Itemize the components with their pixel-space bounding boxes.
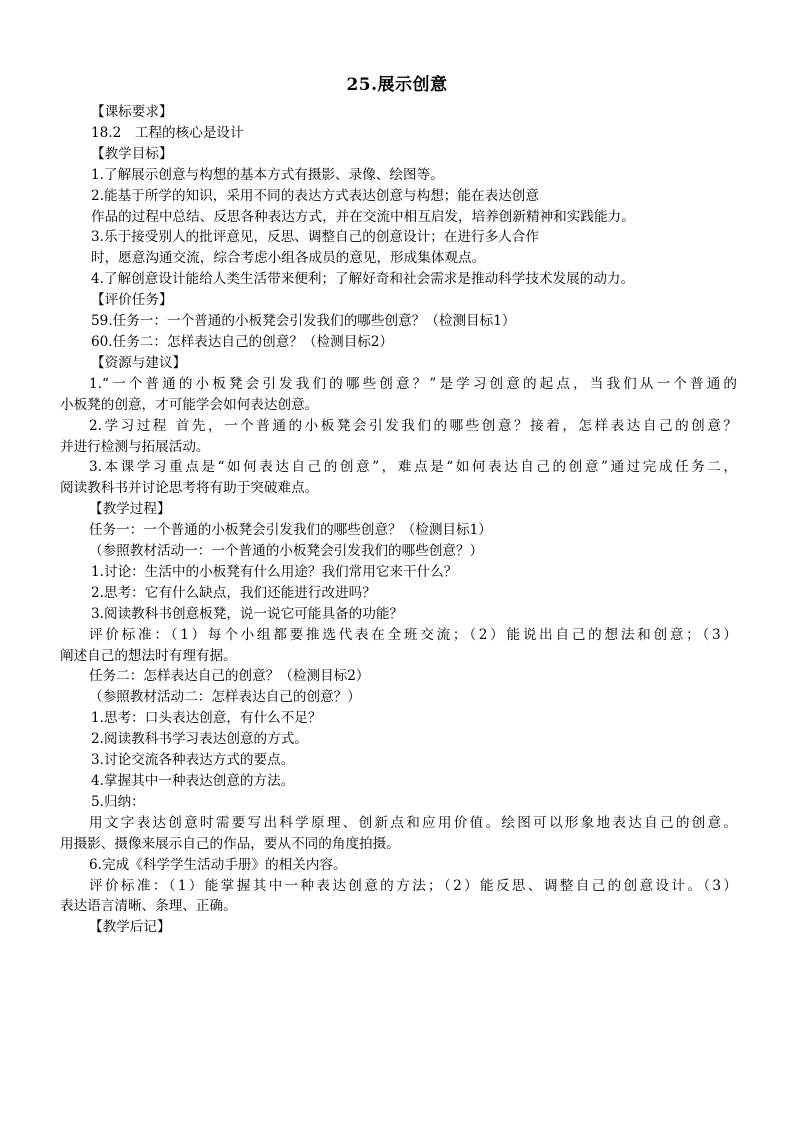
resource-3-line-2: 阅读教科书并讨论思考将有助于突破难点。	[60, 480, 319, 497]
task-1-step-2: 2.思考：它有什么缺点，我们还能进行改进吗？	[91, 584, 376, 601]
resource-1-line-2: 小板凳的创意，才可能学会如何表达创意。	[60, 396, 319, 413]
summary-line-1: 用文字表达创意时需要写出科学原理、创新点和应用价值。绘图可以形象地表达自己的创意。	[89, 814, 737, 831]
objective-1: 1.了解展示创意与构想的基本方式有摄影、录像、绘图等。	[91, 166, 444, 183]
objective-2-line-2: 作品的过程中总结、反思各种表达方式，并在交流中相互启发，培养创新精神和实践能力。	[91, 208, 635, 225]
summary-line-2: 用摄影、摄像来展示自己的作品，要从不同的角度拍摄。	[60, 835, 400, 852]
section-heading-process: 【教学过程】	[89, 501, 171, 518]
task-2-step-6: 6.完成《科学学生活动手册》的相关内容。	[89, 856, 347, 873]
objective-4: 4.了解创意设计能给人类生活带来便利；了解好奇和社会需求是推动科学技术发展的动力。	[91, 271, 635, 288]
resource-2-line-2: 并进行检测与拓展活动。	[60, 438, 210, 455]
objective-2-line-1: 2.能基于所学的知识，采用不同的表达方式表达创意与构想；能在表达创意	[91, 187, 539, 204]
task-2-step-3: 3.讨论交流各种表达方式的要点。	[91, 752, 295, 769]
objective-3-line-2: 时，愿意沟通交流，综合考虑小组各成员的意见，形成集体观点。	[91, 250, 486, 267]
task-2-criteria-line-2: 表达语言清晰、条理、正确。	[60, 898, 237, 915]
resource-3-line-1: 3.本课学习重点是“如何表达自己的创意”，难点是“如何表达自己的创意”通过完成任务二，	[89, 459, 737, 476]
resource-2-line-1: 2.学习过程 首先，一个普通的小板凳会引发我们的哪些创意？接着，怎样表达自己的创意？	[89, 417, 737, 434]
document-title: 25.展示创意	[346, 75, 448, 95]
assessment-task-2: 60.任务二：怎样表达自己的创意？（检测目标2）	[91, 333, 394, 350]
assessment-task-1: 59.任务一：一个普通的小板凳会引发我们的哪些创意？（检测目标1）	[91, 313, 516, 330]
task-1-step-3: 3.阅读教科书创意板凳，说一说它可能具备的功能？	[91, 605, 404, 622]
document-body	[60, 102, 737, 938]
process-task-2: 任务二：怎样表达自己的创意？（检测目标2）	[89, 668, 370, 685]
curriculum-item: 18.2 工程的核心是设计	[91, 124, 244, 141]
task-2-step-5: 5.归纳：	[91, 793, 145, 810]
section-heading-postscript: 【教学后记】	[89, 919, 171, 936]
objective-3-line-1: 3.乐于接受别人的批评意见，反思、调整自己的创意设计；在进行多人合作	[91, 229, 539, 246]
task-2-step-4: 4.掌握其中一种表达创意的方法。	[91, 773, 295, 789]
process-task-1-reference: （参照教材活动一：一个普通的小板凳会引发我们的哪些创意？）	[89, 543, 484, 560]
section-heading-assessment: 【评价任务】	[91, 292, 173, 309]
resource-1-line-1: 1.“一个普通的小板凳会引发我们的哪些创意？”是学习创意的起点，当我们从一个普通的	[89, 375, 737, 392]
task-2-step-2: 2.阅读教科书学习表达创意的方式。	[91, 731, 308, 748]
task-1-step-1: 1.讨论：生活中的小板凳有什么用途？我们常用它来干什么？	[91, 563, 458, 580]
task-2-step-1: 1.思考：口头表达创意，有什么不足？	[91, 710, 322, 727]
section-heading-objectives: 【教学目标】	[91, 145, 173, 162]
process-task-1: 任务一：一个普通的小板凳会引发我们的哪些创意？（检测目标1）	[89, 522, 492, 539]
task-1-criteria-line-2: 阐述自己的想法时有理有据。	[60, 647, 237, 664]
section-heading-resources: 【资源与建议】	[91, 354, 187, 371]
section-heading-curriculum: 【课标要求】	[91, 104, 173, 120]
task-2-criteria-line-1: 评价标准：（1）能掌握其中一种表达创意的方法；（2）能反思、调整自己的创意设计。（3）	[89, 877, 737, 894]
process-task-2-reference: （参照教材活动二：怎样表达自己的创意？）	[89, 689, 361, 706]
task-1-criteria-line-1: 评价标准：（1）每个小组都要推选代表在全班交流；（2）能说出自己的想法和创意；（3）	[89, 626, 737, 643]
